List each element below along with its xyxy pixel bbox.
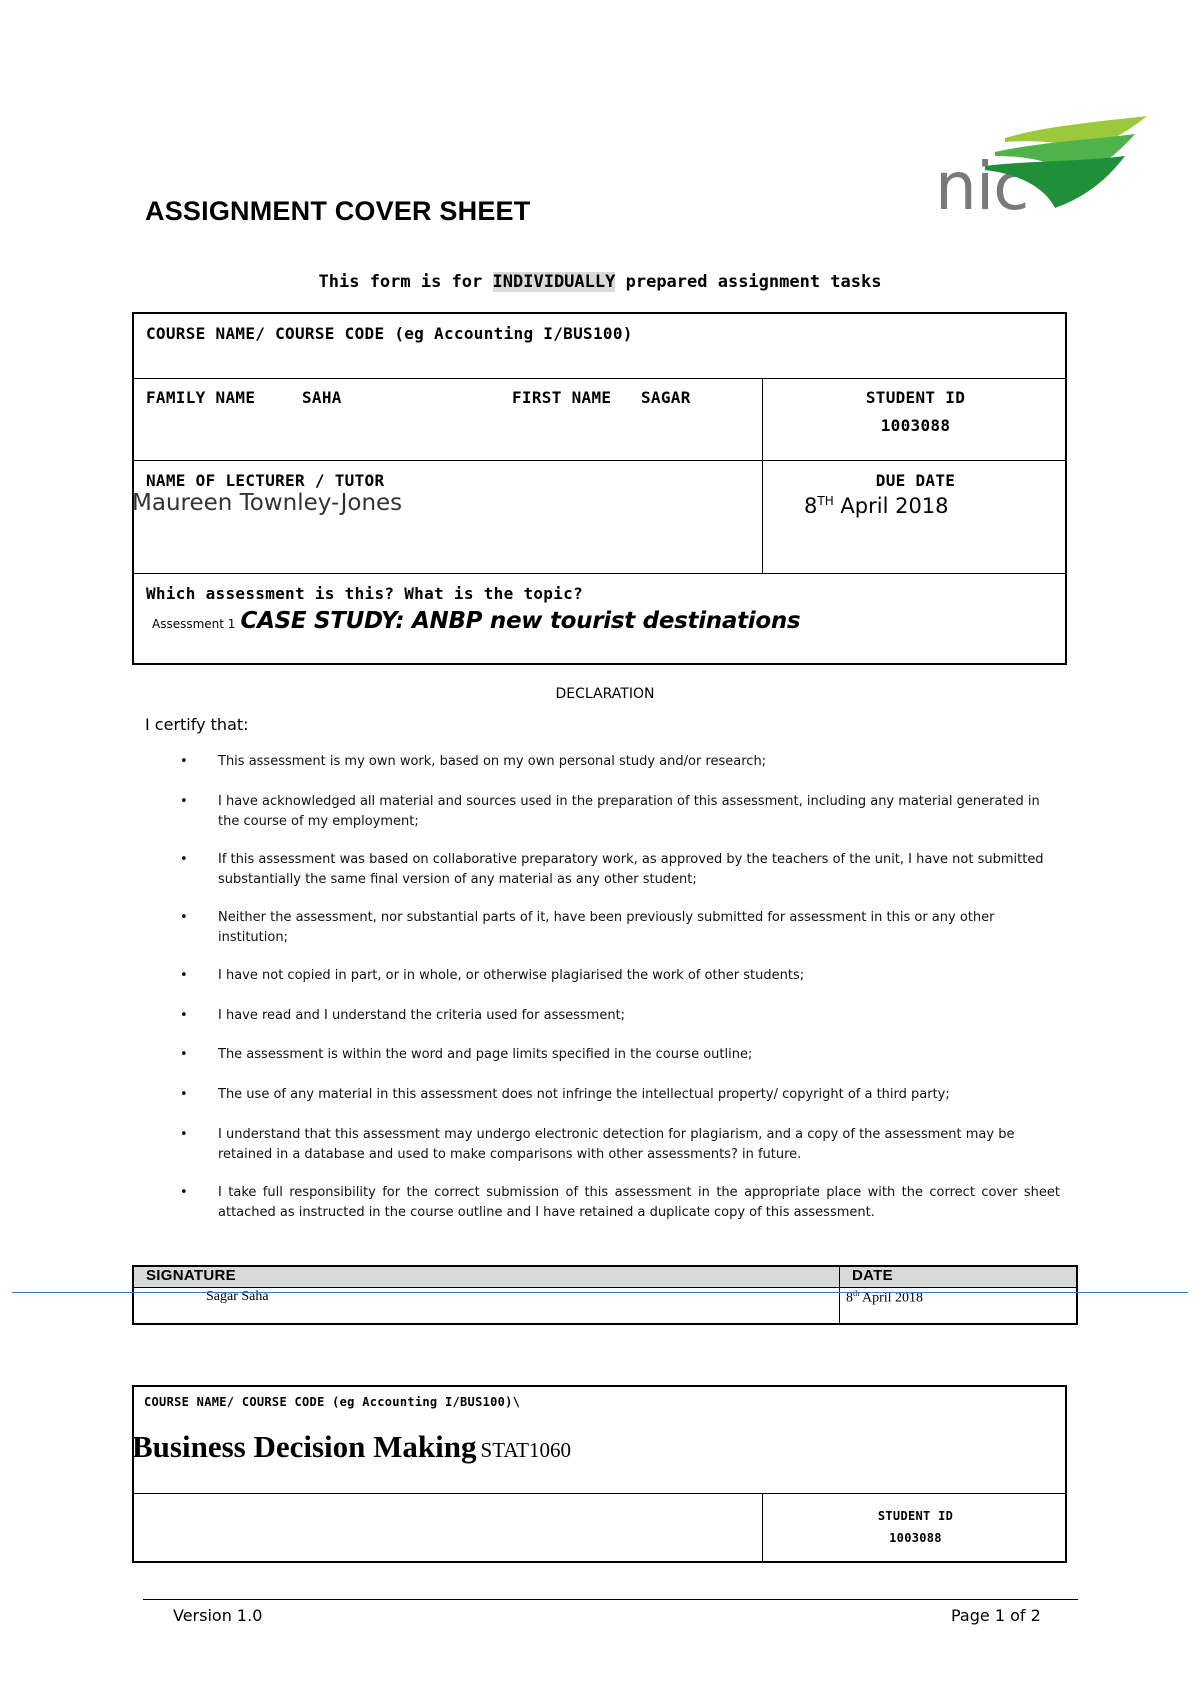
student-id-value-2[interactable]: 1003088 xyxy=(889,1531,942,1545)
declaration-item: • If this assessment was based on collaborative preparatory work, as approved by the teachers of the unit, I have not submitted substantially the same final version of any material as any other student; xyxy=(180,852,1044,887)
declaration-item: • I have read and I understand the criteria used for assessment; xyxy=(180,1008,626,1023)
subtitle-before: This form is for xyxy=(318,272,483,292)
version-label: Version 1.0 xyxy=(173,1606,263,1625)
course-name-label-2: COURSE NAME/ COURSE CODE (eg Accounting I/BUS100)\ xyxy=(144,1395,521,1409)
first-name-value[interactable]: SAGAR xyxy=(641,388,691,407)
declaration-item: • I take full responsibility for the correct submission of this assessment in the appropriate place with the correct cover sheet attached as instructed in the course outline and I have retained a duplicate copy of this assessment. xyxy=(180,1185,1060,1220)
assessment-question-label: Which assessment is this? What is the topic? xyxy=(146,584,584,603)
page-title: ASSIGNMENT COVER SHEET xyxy=(145,196,531,226)
course-name-value[interactable] xyxy=(132,1429,571,1465)
nic-logo xyxy=(935,112,1155,232)
course-code: STAT1060 xyxy=(480,1438,572,1462)
assessment-topic-row[interactable] xyxy=(152,608,800,634)
declaration-item: • This assessment is my own work, based on my own personal study and/or research; xyxy=(180,754,767,769)
first-name-label: FIRST NAME xyxy=(512,388,612,407)
assessment-topic: CASE STUDY: ANBP new tourist destinations xyxy=(240,608,801,634)
subtitle-after: prepared assignment tasks xyxy=(625,272,882,292)
logo-text: nic xyxy=(935,148,1029,225)
family-name-label: FAMILY NAME xyxy=(146,388,256,407)
student-id-value[interactable]: 1003088 xyxy=(880,416,951,435)
signature-date-value[interactable]: 8th April 2018 xyxy=(846,1289,924,1306)
signature-table xyxy=(132,1265,1078,1325)
declaration-item: • I understand that this assessment may undergo electronic detection for plagiarism, and a copy of the assessment may be retained in a database and used to make comparisons with other assessments? in future. xyxy=(180,1127,1015,1162)
form-subtitle xyxy=(0,272,1200,292)
lecturer-value[interactable]: Maureen Townley-Jones xyxy=(132,490,403,516)
declaration-item: • The use of any material in this assessment does not infringe the intellectual property/ copyright of a third party; xyxy=(180,1087,950,1102)
lecturer-label: NAME OF LECTURER / TUTOR xyxy=(146,471,385,490)
signature-label: SIGNATURE xyxy=(146,1267,236,1284)
declaration-item: • Neither the assessment, nor substantial parts of it, have been previously submitted for assessment in this or any other institution; xyxy=(180,910,995,945)
assessment-number: Assessment 1 xyxy=(152,617,236,631)
declaration-item: • The assessment is within the word and page limits specified in the course outline; xyxy=(180,1047,753,1062)
date-label: DATE xyxy=(852,1267,893,1284)
declaration-item: • I have acknowledged all material and sources used in the preparation of this assessment, including any material generated in the course of my employment; xyxy=(180,794,1040,829)
divider-line xyxy=(12,1292,1188,1293)
course-name: Business Decision Making xyxy=(132,1429,477,1464)
due-date-label: DUE DATE xyxy=(875,471,956,490)
page-number: Page 1 of 2 xyxy=(951,1606,1041,1625)
tear-off-form xyxy=(132,1385,1067,1563)
footer-rule xyxy=(143,1599,1078,1600)
subtitle-highlight: INDIVIDUALLY xyxy=(492,272,616,292)
signature-value[interactable]: Sagar Saha xyxy=(206,1289,269,1304)
cover-form xyxy=(132,312,1067,665)
family-name-value[interactable]: SAHA xyxy=(302,388,342,407)
declaration-list xyxy=(180,752,1060,1223)
logo-swoosh-icon xyxy=(965,112,1155,222)
due-date-value[interactable]: 8TH April 2018 xyxy=(804,494,949,518)
declaration-item: • I have not copied in part, or in whole, or otherwise plagiarised the work of other students; xyxy=(180,968,805,983)
declaration-heading: DECLARATION xyxy=(555,686,655,702)
course-name-label: COURSE NAME/ COURSE CODE (eg Accounting I/BUS100) xyxy=(146,324,633,343)
student-id-label-2: STUDENT ID xyxy=(877,1509,954,1523)
certify-text: I certify that: xyxy=(145,715,249,734)
student-id-label: STUDENT ID xyxy=(865,388,966,407)
